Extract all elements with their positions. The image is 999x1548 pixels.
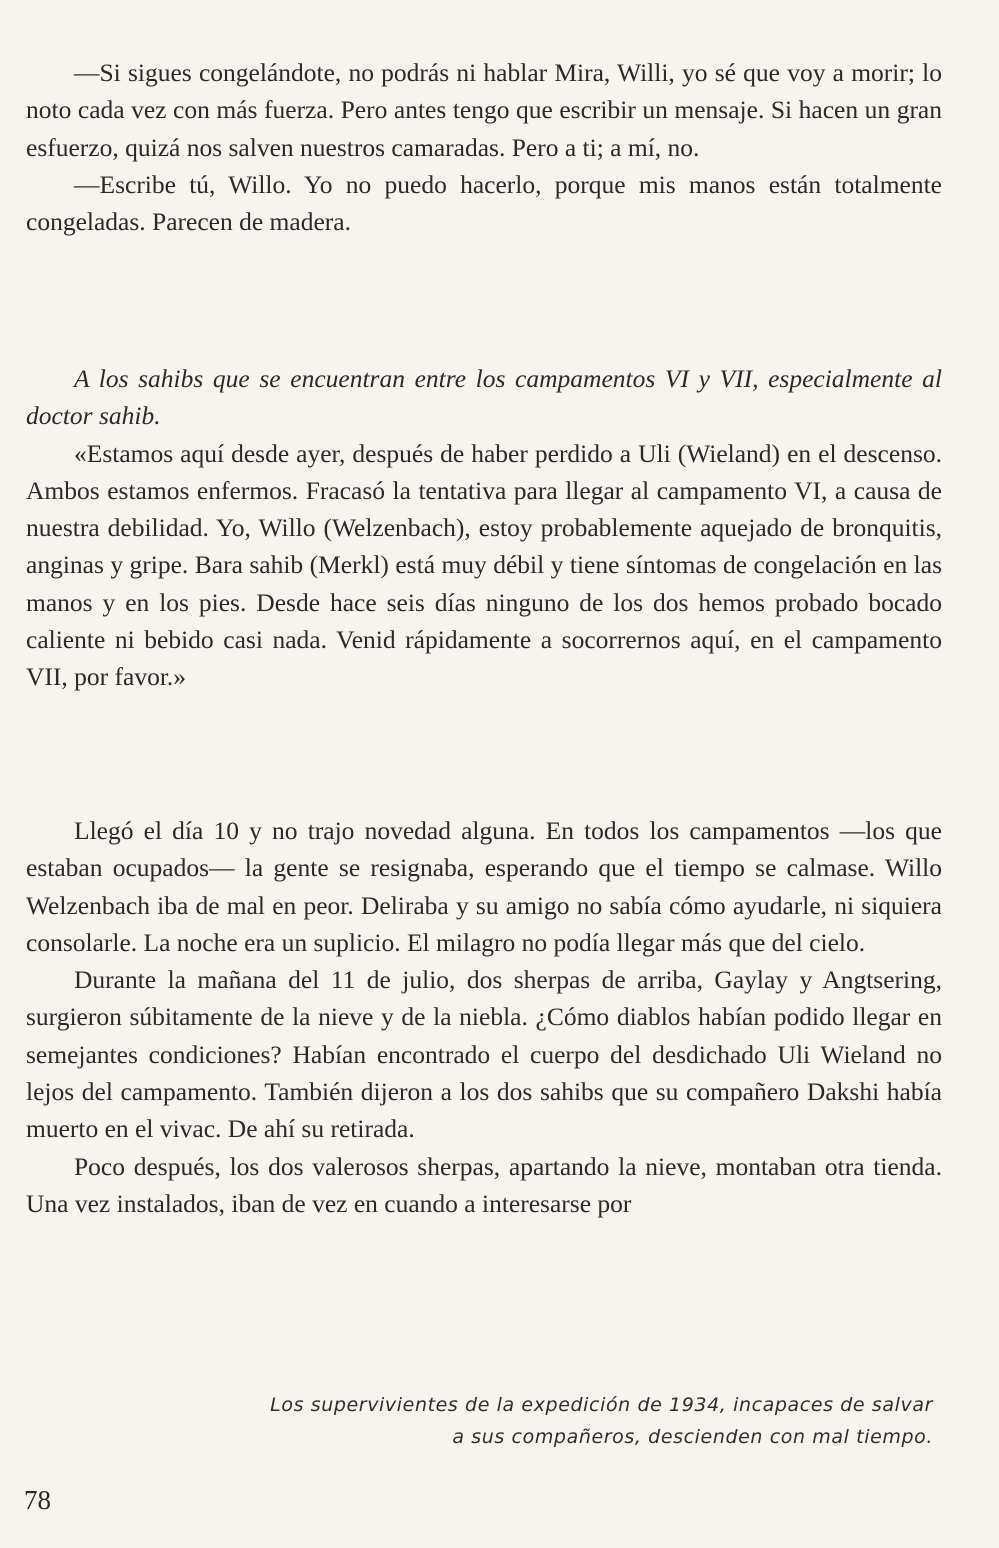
photo-caption xyxy=(133,1389,933,1453)
narrative-paragraph: Durante la mañana del 11 de julio, dos sherpas de arriba, Gaylay y Angtsering, surgieron súbitamente de la nieve y de la niebla. ¿Cómo diablos habían podido llegar en semejantes condiciones? Habían encontrado el cuerpo del desdichado Uli Wieland no lejos del campamento. También dijeron a los dos sahibs que su compañero Dakshi había muerto en el vivac. De ahí su retirada. xyxy=(26,965,942,1144)
message-body: «Estamos aquí desde ayer, después de haber perdido a Uli (Wieland) en el descenso. Ambos estamos enfermos. Fracasó la tentativa para llegar al campamento VI, a causa de nuestra debilidad. Yo, Willo (Welzenbach), estoy probablemente aquejado de bronquitis, anginas y gripe. Bara sahib (Merkl) está muy débil y tiene síntomas de congelación en las manos y en los pies. Desde hace seis días ninguno de los dos hemos probado bocado caliente ni bebido casi nada. Venid rápidamente a socorrernos aquí, en el campamento VII, por favor.» xyxy=(26,438,942,692)
narrative-section xyxy=(26,812,942,1222)
dialogue-paragraph: —Si sigues congelándote, no podrás ni hablar Mira, Willi, yo sé que voy a morir; lo noto cada vez con más fuerza. Pero antes tengo que escribir un mensaje. Si hacen un gran esfuerzo, quizá nos salven nuestros camaradas. Pero a ti; a mí, no. xyxy=(26,58,942,162)
message-section xyxy=(26,360,942,696)
page-number: 78 xyxy=(24,1485,51,1515)
dialogue-section xyxy=(26,54,942,240)
caption-line: a sus compañeros, descienden con mal tiempo. xyxy=(452,1426,933,1448)
message-address: A los sahibs que se encuentran entre los campamentos VI y VII, especialmente al doctor sahib. xyxy=(26,364,942,431)
narrative-paragraph: Llegó el día 10 y no trajo novedad alguna. En todos los campamentos —los que estaban ocupados— la gente se resignaba, esperando que el tiempo se calmase. Willo Welzenbach iba de mal en peor. Deliraba y su amigo no sabía cómo ayudarle, ni siquiera consolarle. La noche era un suplicio. El milagro no podía llegar más que del cielo. xyxy=(26,816,942,957)
narrative-paragraph: Poco después, los dos valerosos sherpas, apartando la nieve, montaban otra tienda. Una vez instalados, iban de vez en cuando a interesarse por xyxy=(26,1151,942,1218)
caption-line: Los supervivientes de la expedición de 1934, incapaces de salvar xyxy=(270,1394,933,1416)
dialogue-paragraph: —Escribe tú, Willo. Yo no puedo hacerlo, porque mis manos están totalmente congeladas. Parecen de madera. xyxy=(26,169,942,237)
